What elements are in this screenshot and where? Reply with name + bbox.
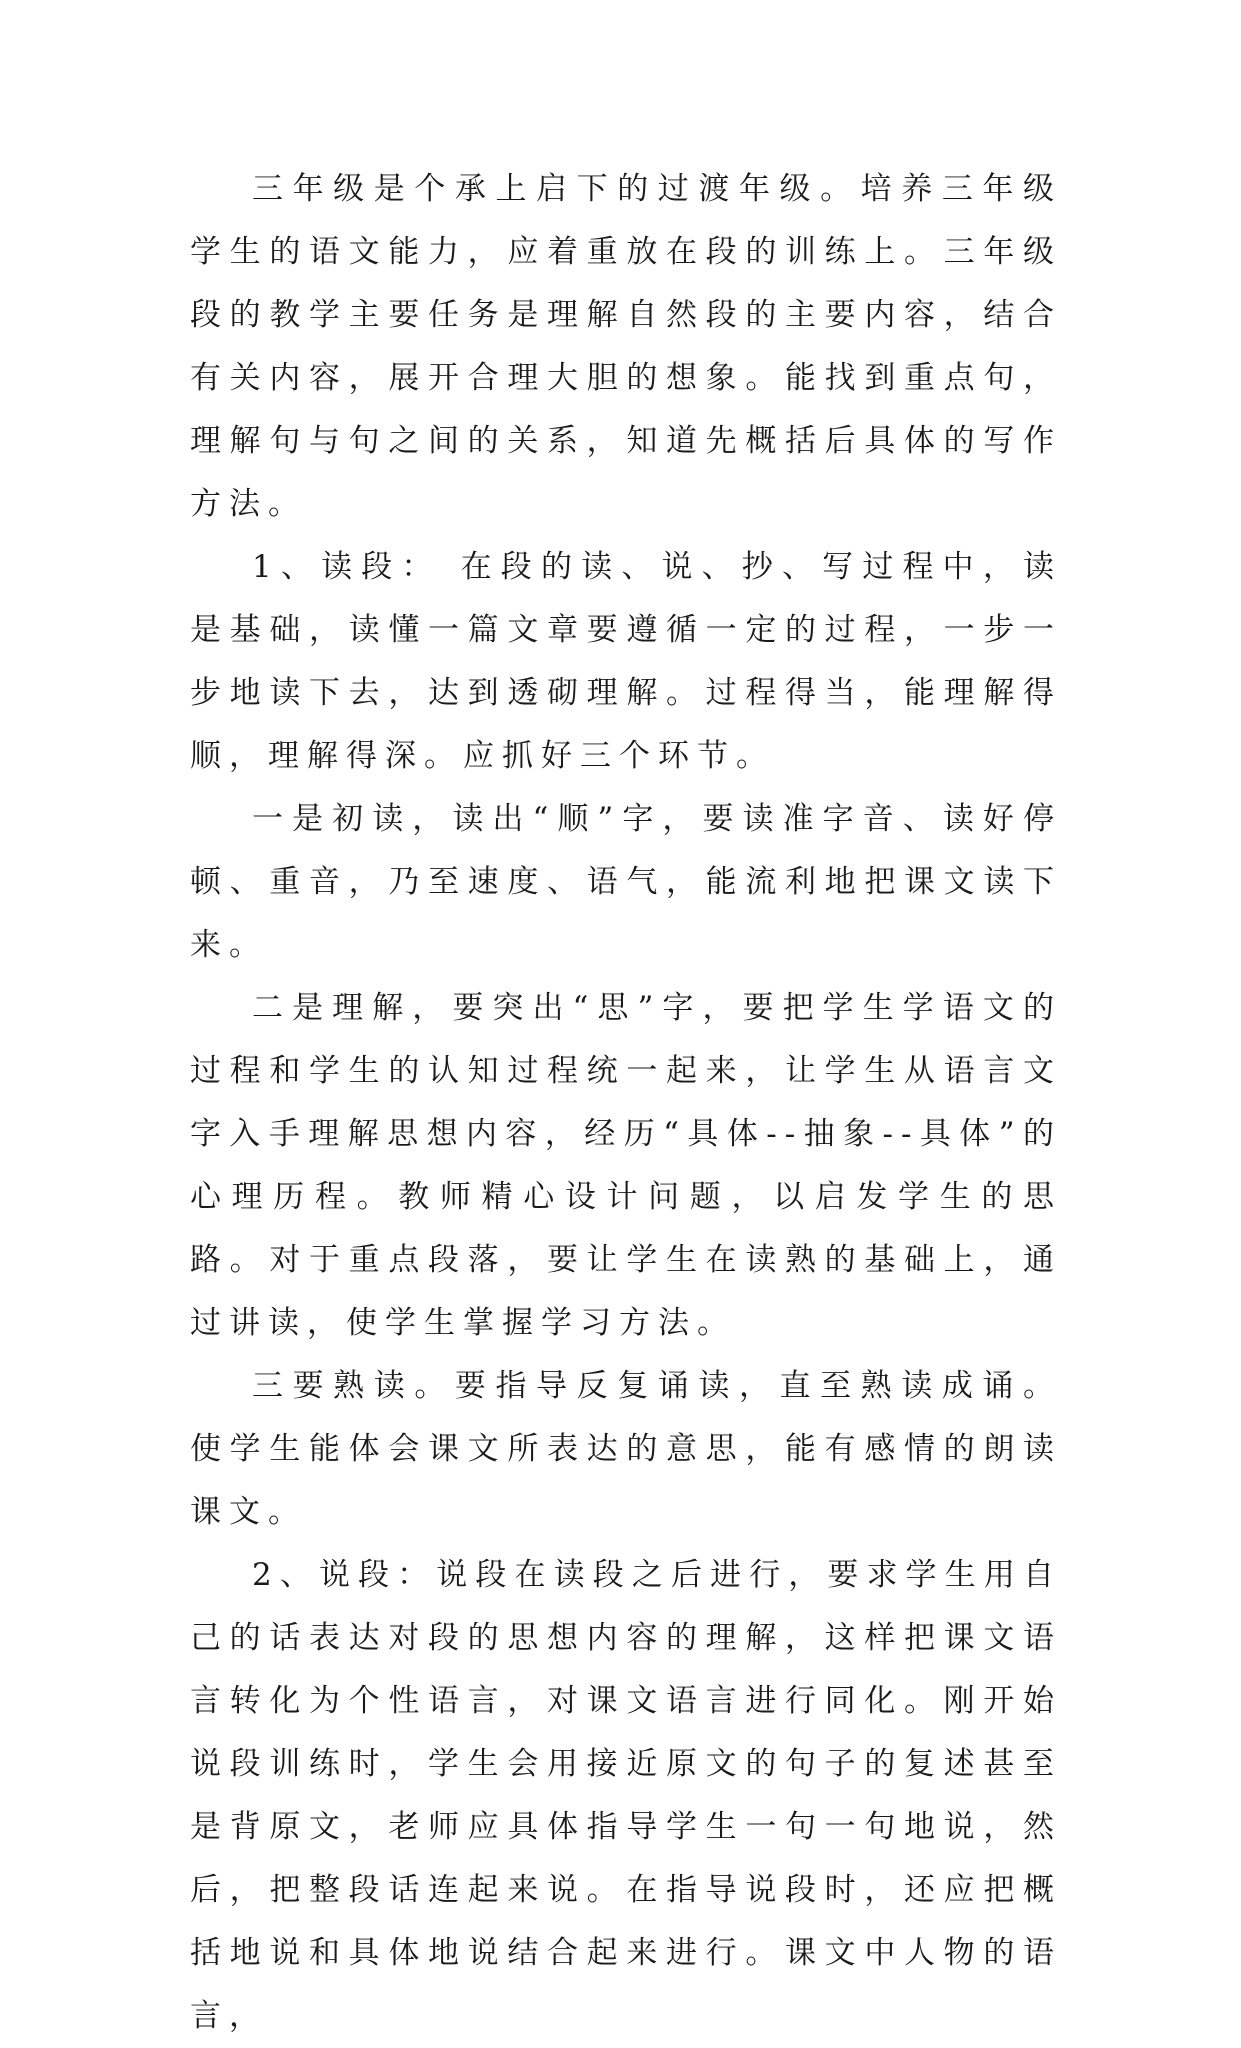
paragraph-familiar-reading: 三要熟读。要指导反复诵读，直至熟读成诵。使学生能体会课文所表达的意思，能有感情的朗读课文。 (190, 1368, 1062, 1530)
document-body (190, 158, 1062, 2048)
paragraph-first-reading: 一是初读，读出“顺”字，要读准字音、读好停顿、重音，乃至速度、语气，能流利地把课文读下来。 (190, 801, 1062, 963)
paragraph-speaking-section: 2、说段：说段在读段之后进行，要求学生用自己的话表达对段的思想内容的理解，这样把课文语言转化为个性语言，对课文语言进行同化。刚开始说段训练时，学生会用接近原文的句子的复述甚至是背原文，老师应具体指导学生一句一句地说，然后，把整段话连起来说。在指导说段时，还应把概括地说和具体地说结合起来进行。课文中人物的语言， (190, 1557, 1062, 2034)
paragraph-intro: 三年级是个承上启下的过渡年级。培养三年级学生的语文能力，应着重放在段的训练上。三年级段的教学主要任务是理解自然段的主要内容，结合有关内容，展开合理大胆的想象。能找到重点句，理解句与句之间的关系，知道先概括后具体的写作方法。 (190, 171, 1062, 522)
paragraph-reading-section: 1、读段： 在段的读、说、抄、写过程中，读是基础，读懂一篇文章要遵循一定的过程，一步一步地读下去，达到透砌理解。过程得当，能理解得顺，理解得深。应抓好三个环节。 (190, 549, 1062, 774)
paragraph-understanding: 二是理解，要突出“思”字，要把学生学语文的过程和学生的认知过程统一起来，让学生从语言文字入手理解思想内容，经历“具体--抽象--具体”的心理历程。教师精心设计问题，以启发学生的思路。对于重点段落，要让学生在读熟的基础上，通过讲读，使学生掌握学习方法。 (190, 990, 1062, 1341)
